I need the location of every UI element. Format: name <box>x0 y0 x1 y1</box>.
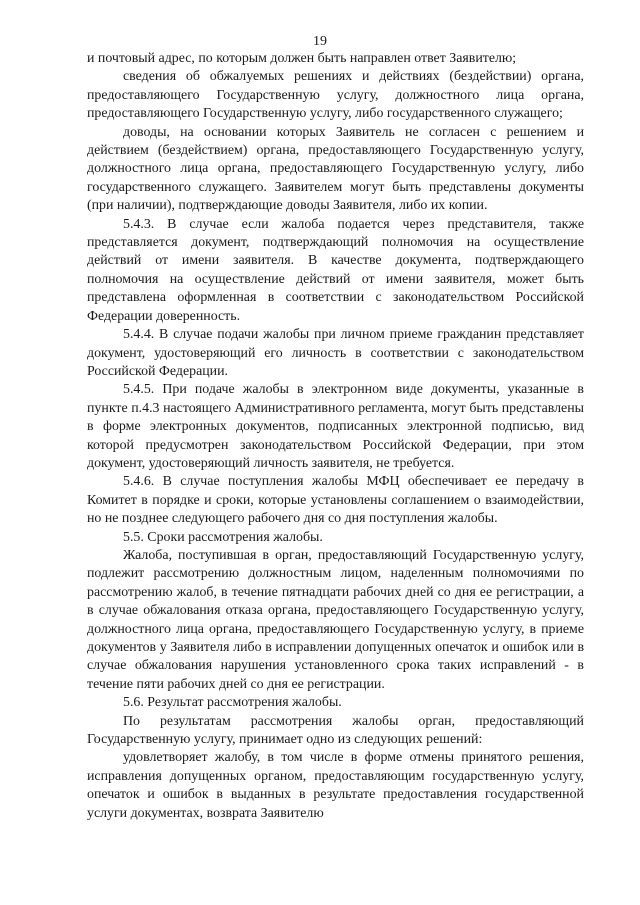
paragraph-5-4-3: 5.4.3. В случае если жалоба подается через представителя, также представляется документ, подтверждающий полномочия на осуществление действий от имени заявителя. В качестве документа, подтверждающего полномочия на осуществление действий от имени заявителя, может быть представлена оформленная в соответствии с законодательством Российской Федерации доверенность. <box>87 216 584 324</box>
paragraph-decisions-info: сведения об обжалуемых решениях и действиях (бездействии) органа, предоставляющего Государственную услугу, должностного лица органа, предоставляющего Государственную услугу, либо государственного служащего; <box>87 69 584 122</box>
paragraph-5-6-heading: 5.6. Результат рассмотрения жалобы. <box>123 695 342 711</box>
paragraph-5-5-body: Жалоба, поступившая в орган, предоставляющий Государственную услугу, подлежит рассмотрению должностным лицом, наделенным полномочиями по рассмотрению жалоб, в течение пятнадцати рабочих дней со дня ее регистрации, а в случае обжалования отказа органа, предоставляющего Государственную услугу, должностного лица органа, предоставляющего Государственную услугу, в приеме документов у Заявителя либо в исправлении допущенных опечаток и ошибок или в случае обжалования нарушения установленного срока таких исправлений - в течение пяти рабочих дней со дня ее регистрации. <box>87 547 584 692</box>
paragraph-arguments: доводы, на основании которых Заявитель не согласен с решением и действием (бездействием) органа, предоставляющего Государственную услугу, должностного лица органа, предоставляющего Государственную услугу, либо государственного служащего. Заявителем могут быть представлены документы (при наличии), подтверждающие доводы Заявителя, либо их копии. <box>87 124 584 214</box>
paragraph-satisfies: удовлетворяет жалобу, в том числе в форме отмены принятого решения, исправления допущенных органом, предоставляющим государственную услугу, опечаток и ошибок в выданных в результате предоставления государственной услуги документах, возврата Заявителю <box>87 750 584 821</box>
document-body <box>87 50 584 823</box>
paragraph-5-5-heading: 5.5. Сроки рассмотрения жалобы. <box>123 529 323 545</box>
paragraph-5-6-body: По результатам рассмотрения жалобы орган, предоставляющий Государственную услугу, принимает одно из следующих решений: <box>87 713 584 748</box>
paragraph-5-4-4: 5.4.4. В случае подачи жалобы при личном приеме гражданин представляет документ, удостоверяющий его личность в соответствии с законодательством Российской Федерации. <box>87 327 584 379</box>
paragraph-5-4-6: 5.4.6. В случае поступления жалобы МФЦ обеспечивает ее передачу в Комитет в порядке и сроки, которые установлены соглашением о взаимодействии, но не позднее следующего рабочего дня со дня поступления жалобы. <box>87 474 584 527</box>
paragraph-5-4-5: 5.4.5. При подаче жалобы в электронном виде документы, указанные в пункте п.4.3 настоящего Административного регламента, могут быть представлены в форме электронных документов, подписанных электронной подписью, вид которой предусмотрен законодательством Российской Федерации, при этом документ, удостоверяющий личность заявителя, не требуется. <box>87 382 584 471</box>
paragraph-continuation: и почтовый адрес, по которым должен быть направлен ответ Заявителю; <box>87 51 517 66</box>
page-number: 19 <box>313 34 327 49</box>
